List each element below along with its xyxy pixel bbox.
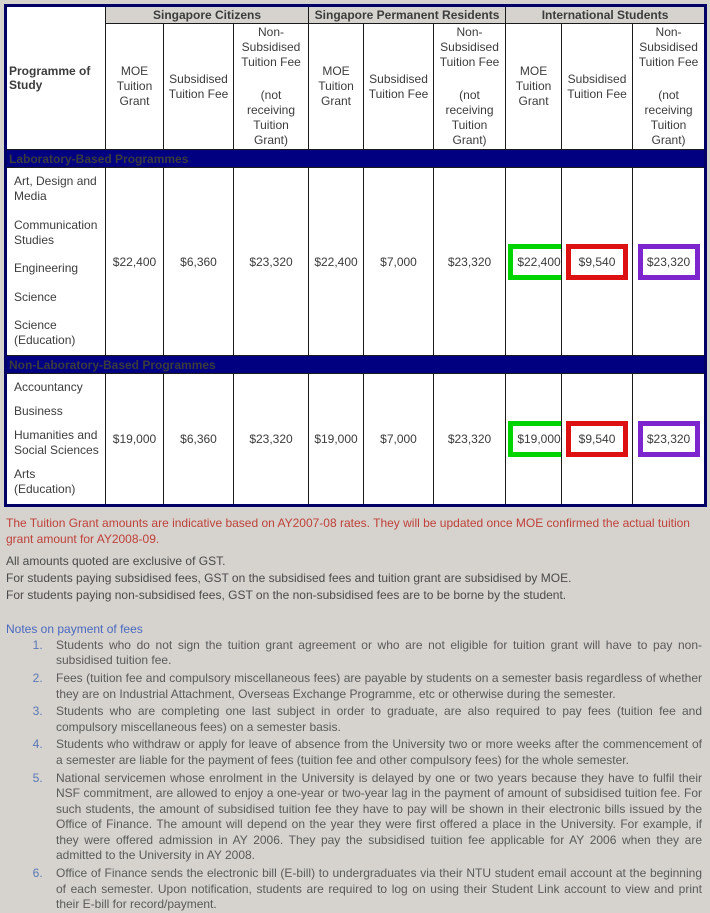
gst-note-line: For students paying non-subsidised fees, GST on the non-subsidised fees are to be borne by the student. <box>6 587 567 602</box>
notes-on-payment-title: Notes on payment of fees <box>6 621 143 636</box>
sc-non-subsidised-header <box>234 24 309 150</box>
group-header-singapore-citizens: Singapore Citizens <box>106 6 309 24</box>
programme-name: Accountancy <box>14 380 83 394</box>
spr-moe-grant-header: MOE Tuition Grant <box>309 24 364 150</box>
purple-highlight-box: $23,320 <box>638 421 700 457</box>
payment-notes-list <box>6 638 704 913</box>
nonlab-spr-non-subsidised-value: $23,320 <box>434 374 506 506</box>
programme-name: Engineering <box>14 261 79 275</box>
programme-name: Humanities and Social Sciences <box>14 428 99 457</box>
red-highlight-box: $9,540 <box>566 421 628 457</box>
programme-name: Business <box>14 404 63 418</box>
lab-sc-subsidised-value: $6,360 <box>164 168 234 356</box>
not-receiving-grant-label: (not receiving Tuition Grant) <box>445 88 494 147</box>
nonlab-is-non-subsidised-value-cell <box>633 374 706 506</box>
non-subsidised-label: Non-Subsidised Tuition Fee <box>638 25 699 69</box>
group-header-row <box>6 6 706 24</box>
nonlab-section-banner-row <box>6 356 706 374</box>
lab-is-moe-grant-value-cell <box>506 168 562 356</box>
lab-spr-moe-grant-value: $22,400 <box>309 168 364 356</box>
tuition-grant-notice: The Tuition Grant amounts are indicative based on AY2007-08 rates. They will be updated once MOE confirmed the actual tuition grant amount for AY2008-09. <box>6 516 690 547</box>
programme-name: Art, Design and Media <box>14 174 97 203</box>
notes-section <box>4 507 706 913</box>
sub-header-row <box>6 24 706 150</box>
green-highlight-box: $19,000 <box>508 421 562 457</box>
nonlab-sc-subsidised-value: $6,360 <box>164 374 234 506</box>
programme-name: Arts (Education) <box>14 467 76 496</box>
green-highlight-box: $22,400 <box>508 244 562 280</box>
gst-note-line: For students paying subsidised fees, GST on the subsidised fees and tuition grant are subsidised by MOE. <box>6 571 572 586</box>
payment-note-item: 3. Students who are completing one last subject in order to graduate, are also required to pay fees (tuition fee and compulsory miscellaneous fees) on a semester basis. <box>46 704 702 735</box>
group-header-singapore-permanent-residents: Singapore Permanent Residents <box>309 6 506 24</box>
lab-spr-subsidised-value: $7,000 <box>364 168 434 356</box>
programme-of-study-header: Programme of Study <box>6 6 106 150</box>
payment-note-item: 4. Students who withdraw or apply for leave of absence from the University two or more weeks after the commencement of a semester are liable for the payment of fees (tuition fee and other compulsory fees) for the whole semester. <box>46 737 702 768</box>
not-receiving-grant-label: (not receiving Tuition Grant) <box>246 88 296 147</box>
not-receiving-grant-label: (not receiving Tuition Grant) <box>644 88 693 147</box>
lab-section-title: Laboratory-Based Programmes <box>6 150 706 168</box>
payment-note-item: 5. National servicemen whose enrolment in the University is delayed by one or two years because they have to fulfil their NSF commitment, are allowed to enjoy a one-year or two-year lag in the payment of amount of subsidised tuition fee. For such students, the amount of subsidised tuition fee they have to pay will be shown in their electronic bills issued by the Office of Finance. The amount will depend on the year they were first offered a place in the University. For example, if they were offered admission in AY 2006. They pay the subsidised tuition fee applicable for AY 2006 when they are admitted to the University in AY 2008. <box>46 771 702 865</box>
lab-is-non-subsidised-value-cell <box>633 168 706 356</box>
red-highlight-box: $9,540 <box>566 244 628 280</box>
gst-note-line: All amounts quoted are exclusive of GST. <box>6 554 226 569</box>
non-subsidised-label: Non-Subsidised Tuition Fee <box>439 25 500 69</box>
group-header-international-students: International Students <box>506 6 706 24</box>
programme-name: Science <box>14 289 57 304</box>
nonlab-spr-moe-grant-value: $19,000 <box>309 374 364 506</box>
sc-moe-grant-header: MOE Tuition Grant <box>106 24 164 150</box>
nonlab-is-moe-grant-value-cell <box>506 374 562 506</box>
lab-sc-moe-grant-value: $22,400 <box>106 168 164 356</box>
programme-name: Communication Studies <box>14 217 98 247</box>
nonlab-is-subsidised-value-cell <box>562 374 633 506</box>
nonlab-spr-subsidised-value: $7,000 <box>364 374 434 506</box>
lab-section-data-row <box>6 168 706 356</box>
spr-subsidised-header: Subsidised Tuition Fee <box>364 24 434 150</box>
lab-section-banner-row <box>6 150 706 168</box>
programme-name: Science (Education) <box>14 318 76 347</box>
purple-highlight-box: $23,320 <box>638 244 700 280</box>
lab-spr-non-subsidised-value: $23,320 <box>434 168 506 356</box>
lab-programmes-cell <box>6 168 106 356</box>
nonlab-section-data-row <box>6 374 706 506</box>
is-non-subsidised-header <box>633 24 706 150</box>
is-moe-grant-header: MOE Tuition Grant <box>506 24 562 150</box>
payment-note-item: 6. Office of Finance sends the electronic bill (E-bill) to undergraduates via their NTU student email account at the beginning of each semester. Upon notification, students are required to log on using their Student Link account to view and print their E-bill for record/payment. <box>46 866 702 913</box>
is-subsidised-header: Subsidised Tuition Fee <box>562 24 633 150</box>
tuition-fees-table <box>4 4 707 507</box>
payment-note-item: 1. Students who do not sign the tuition grant agreement or who are not eligible for tuition grant will have to pay non-subsidised tuition fee. <box>46 638 702 669</box>
nonlab-sc-moe-grant-value: $19,000 <box>106 374 164 506</box>
lab-is-subsidised-value-cell <box>562 168 633 356</box>
nonlab-sc-non-subsidised-value: $23,320 <box>234 374 309 506</box>
spr-non-subsidised-header <box>434 24 506 150</box>
nonlab-section-title: Non-Laboratory-Based Programmes <box>6 356 706 374</box>
gst-notes <box>6 553 704 603</box>
lab-sc-non-subsidised-value: $23,320 <box>234 168 309 356</box>
sc-subsidised-header: Subsidised Tuition Fee <box>164 24 234 150</box>
nonlab-programmes-cell <box>6 374 106 506</box>
non-subsidised-label: Non-Subsidised Tuition Fee <box>241 25 301 69</box>
payment-note-item: 2. Fees (tuition fee and compulsory miscellaneous fees) are payable by students on a semester basis regardless of whether they are on Industrial Attachment, Overseas Exchange Programme, etc or otherwise during the semester. <box>46 671 702 702</box>
